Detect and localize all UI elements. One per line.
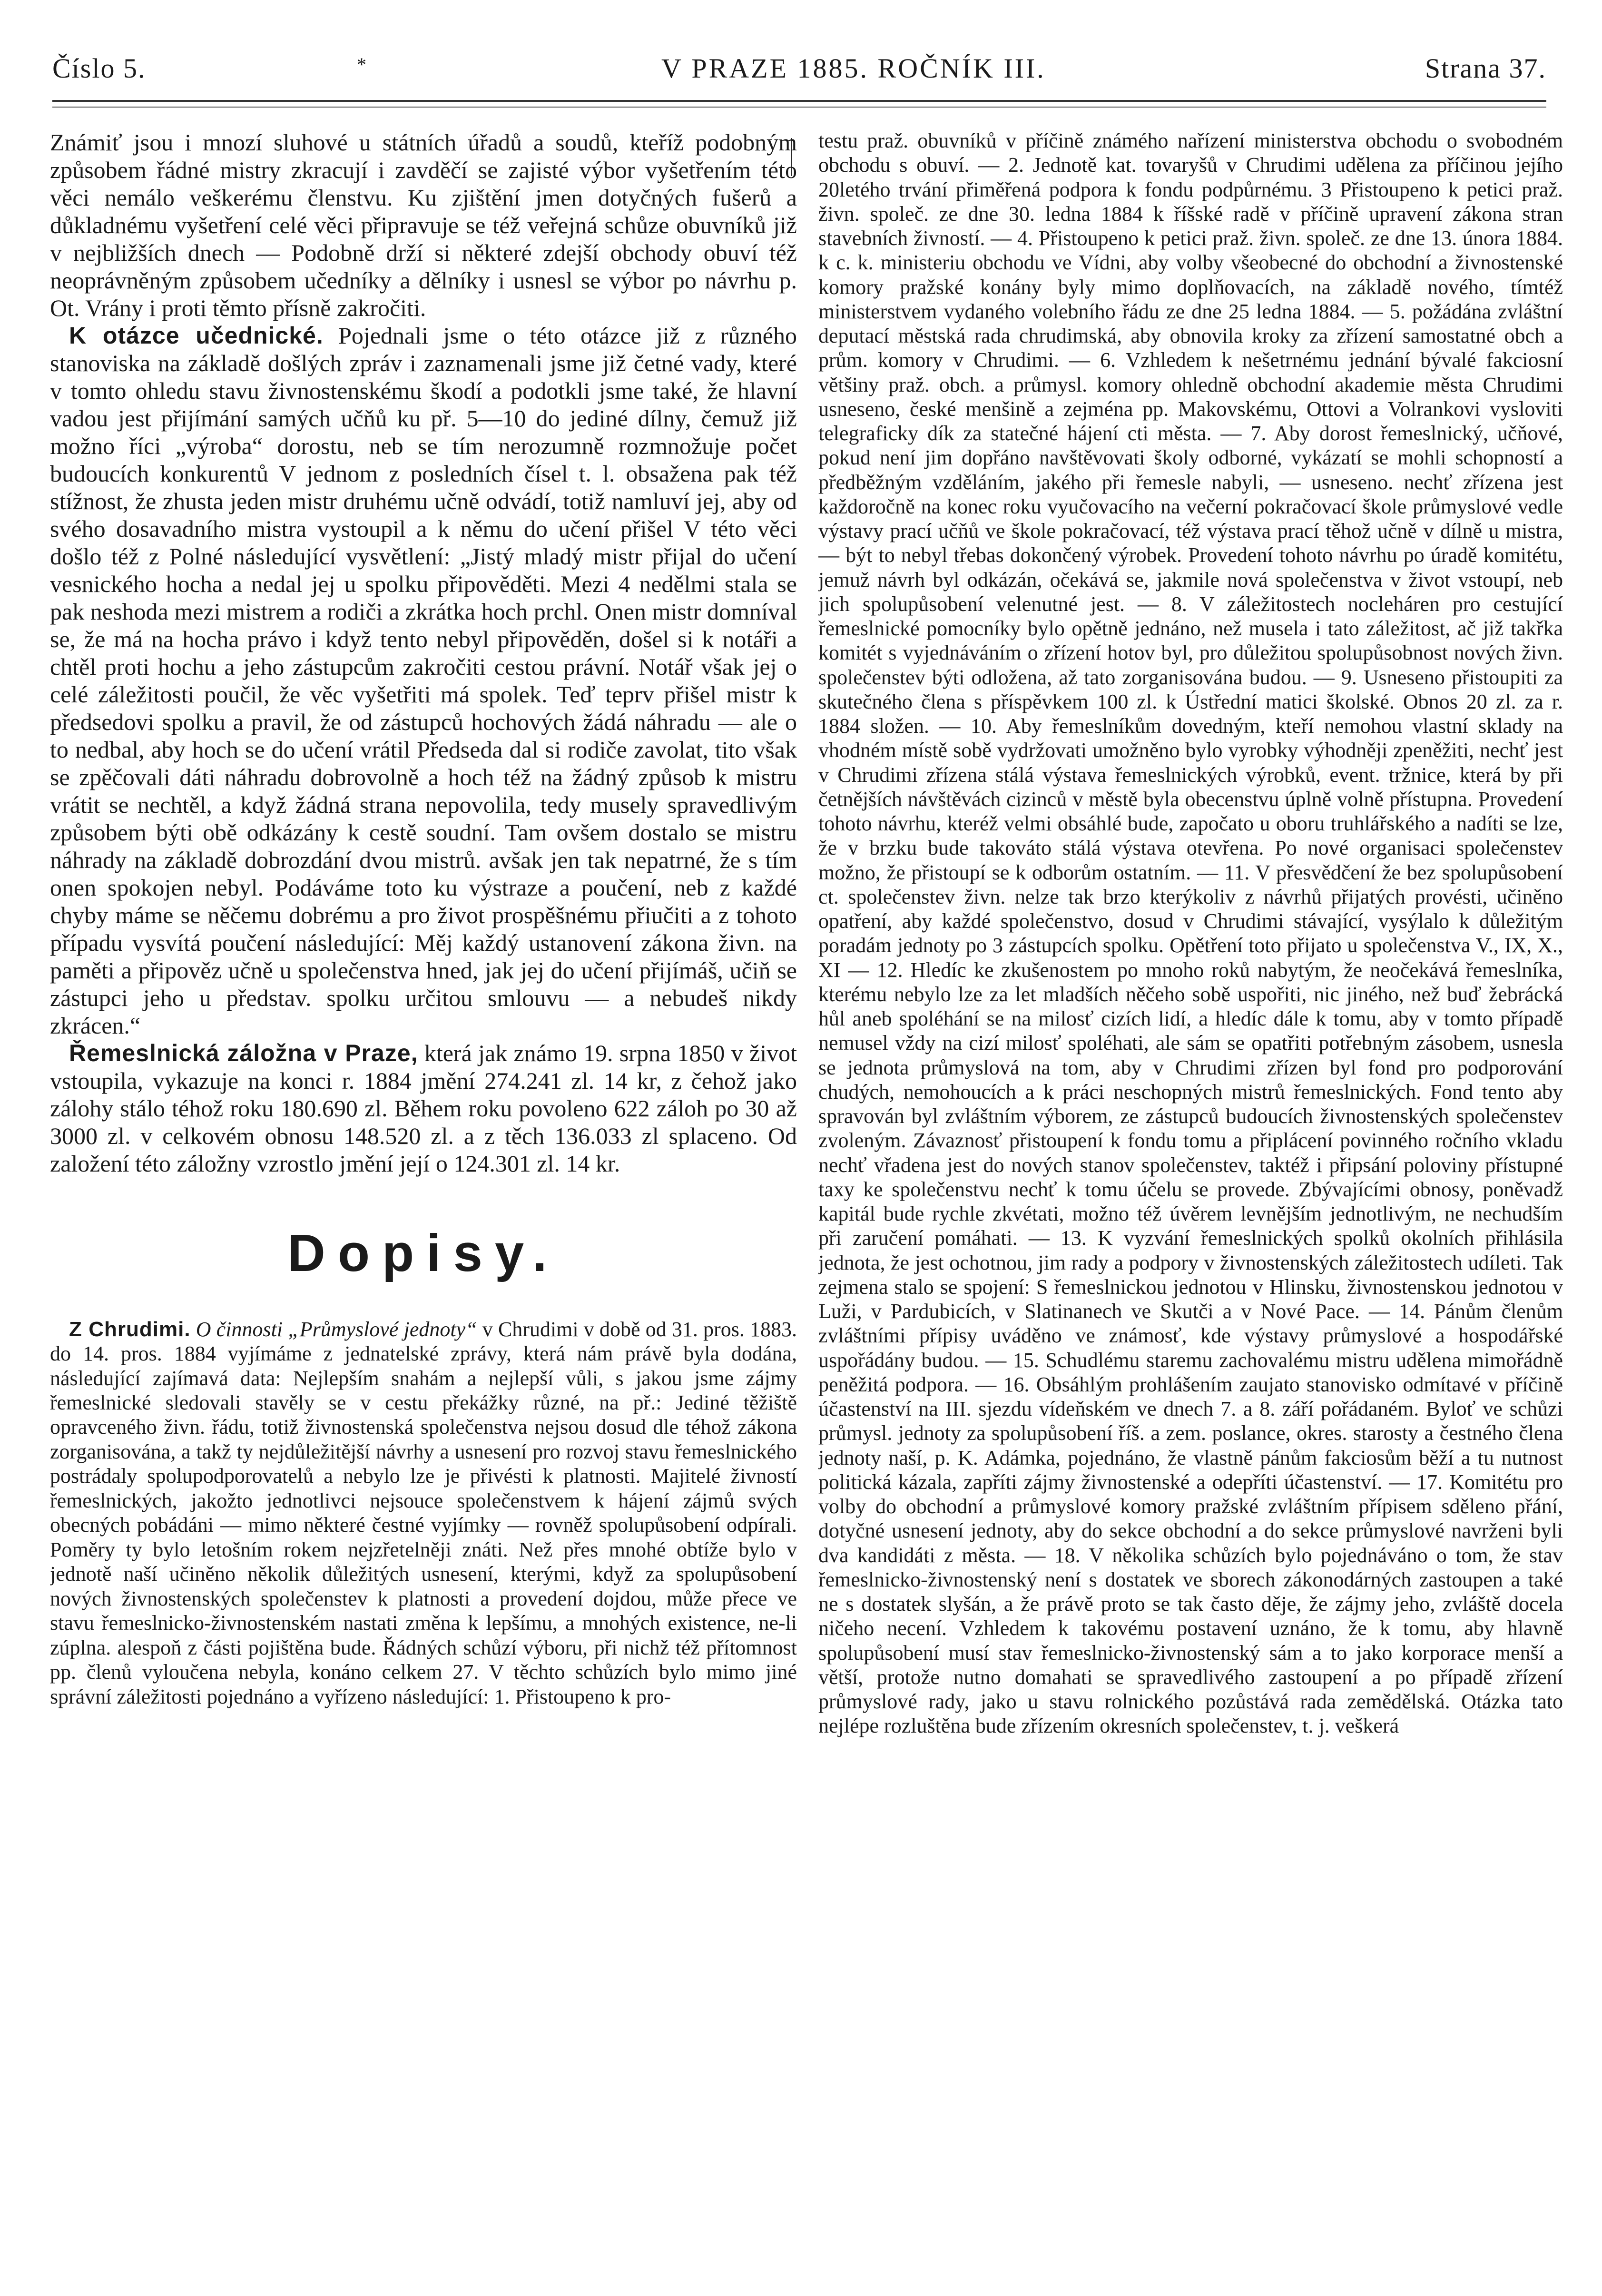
section-title-letters: Dopisy.: [287, 1224, 560, 1282]
issue-number: Číslo 5.: [52, 53, 146, 84]
right-column: [818, 128, 1563, 2260]
paragraph-shoemakers: Známiť jsou i mnozí sluhové u státních úřadů a soudů, kteříž podobným způsobem řádné mistry zkracují i zavděčí se zajisté výbor vyšetřením této věci nemálo veškerému členstvu. Ku zjištění jmen dotyčných fušerů a důkladnému vyšetření celé věci připravuje se též veřejná schůze obuvníků již v nejbližších dnech — Podobně drží si některé zdejší obchody obuví též neoprávněným způsobem učedníky a dělníky i usnesl se výbor po návrhu p. Ot. Vrány i proti těmto přísně zakročiti.: [50, 129, 797, 321]
paragraph-savings-bank: [50, 1039, 797, 1177]
left-column: [50, 128, 797, 2260]
page-header: [43, 19, 1556, 100]
apprentice-text: Pojednali jsme o této otázce již z různého stanoviska na základě došlých zpráv i zaznamenali jsme již četné vady, které v tomto ohledu stavu živnostenskému škodí a podotkli jsme také, že hlavní vadou jest přijímání samých učňů ku př. 5—10 do jediné dílny, čemuž již možno říci „výroba“ dorostu, neb se tím nerozumně rozmnožuje počet budoucích konkurentů V jednom z posledních čísel t. l. obsažena pak též stížnost, že zhusta jeden mistr druhému učně odvádí, totiž namluví jej, aby od svého dosavadního mistra vystoupil a k němu do učení přišel V této věci došlo též z Polné následující vysvětlení: „Jistý mladý mistr přijal do učení vesnického hocha a nedal jej u spolku připověděti. Mezi 4 nedělmi stala se pak neshoda mezi mistrem a rodiči a zkrátka hoch prchl. Onen mistr domníval se, že má na hocha právo i když tento nebyl připověděn, došel si k notáři a chtěl proti hochu a jeho zástupcům zakročiti cestou právní. Notář však jej o celé záležitosti poučil, že věc vyšetřiti má spolek. Teď teprv přišel mistr k předsedovi spolku a pravil, že od zástupců hochových žádá náhradu — ale o to nedbal, aby hoch se do učení vrátil Předseda dal si rodiče zavolat, tito však se zpěčovali dáti náhradu dobrovolně a hoch též na žádný způsob k mistru vrátit se nechtěl, a když žádná strana nepovolila, tedy musely spravedlivým způsobem býti obě odkázány k cestě soudní. Tam ovšem dostalo se mistru náhrady na základě dobrozdání dvou mistrů. avšak jen tak nepatrné, že s tím onen spokojen nebyl. Podáváme toto ku výstraze a poučení, neb z každé chyby máme se něčemu dobrému a pro život prospěšnému přiučiti a z tohoto případu vysvítá poučení následující: Měj každý ustanovení zákona živn. na paměti a připověz učně u společenstva hned, jak jej do učení přijímáš, učiň se zástupci jeho u představ. spolku určitou smlouvu — a nebudeš nikdy zkrácen.“: [50, 322, 797, 1039]
paragraph-apprentices: [50, 322, 797, 1039]
header-rule: [52, 100, 1546, 108]
header-ornament: *: [357, 54, 367, 75]
chrudim-text: v Chrudimi v době od 31. pros. 1883. do 14. pros. 1884 vyjímáme z jednatelské zprávy, která nám právě byla dodána, následující zajímavá data: Nejlepším snahám a nejlepší vůli, s jakou jsme zájmy řemeslnické sledovali stavěly se v cestu překážky různé, na př.: Jediné těžiště opravceného živn. řádu, totiž živnostenská společenstva nejsou dosud dle téhož zákona zorganisována, a takž ty nejdůležitější návrhy a usnesení pro rozvoj stavu řemeslnického postrádaly spolupodporovatelů a nebylo lze je přivésti k platnosti. Majitelé živností řemeslnických, jakožto jednotlivci nejsouce společenstvem k hájení zájmů svých obecných pobádáni — mimo některé čestné vyjímky — rovněž spolupůsobení odpírali. Poměry ty bylo letošním rokem nejzřetelněji znáti. Než přes mnohé obtíže bylo v jednotě naší učiněno několik důležitých usnesení, kterými, když za spolupůsobení nových živnostenských společenstev k platnosti a provedení dojdou, může přece ve stavu řemeslnicko-živnostenském nastati změna k lepšímu, a mnohých existence, ne-li zúplna. alespoň z části pojištěna bude. Řádných schůzí výboru, při nichž též přítomnost pp. členů vyloučena nebyla, konáno celkem 27. V těchto schůzích bylo mimo jiné správní záležitosti pojednáno a vyřízeno následující: 1. Přistoupeno k pro-: [50, 1317, 797, 1708]
page-number: Strana 37.: [1425, 53, 1546, 84]
heading-chrudim: Z Chrudimi.: [69, 1317, 191, 1341]
savings-bank-text: která jak známo 19. srpna 1850 v život vstoupila, vykazuje na konci r. 1884 jmění 274.241 zl. 14 kr, z čehož jako zálohy stálo téhož roku 180.690 zl. Během roku povoleno 622 záloh po 30 až 3000 zl. v celkovém obnosu 148.520 zl. a z těch 136.033 zl splaceno. Od založení této záložny vzrostlo jmění její o 124.301 zl. 14 kr.: [50, 1040, 797, 1177]
masthead-title: V PRAZE 1885. ROČNÍK III.: [661, 53, 1046, 84]
heading-apprentice-question: K otázce učednické.: [69, 322, 324, 349]
heading-savings-bank: Řemeslnická záložna v Praze,: [69, 1040, 418, 1066]
paragraph-chrudim-continued: testu praž. obuvníků v příčině známého nařízení ministerstva obchodu o svobodném obchodu s obuví. — 2. Jednotě kat. tovaryšů v Chrudimi udělena za příčinou jejího 20letého trvání přiměřená podpora k fondu podpůrnému. 3 Přistoupeno k petici praž. živn. společ. ze dne 30. ledna 1884 k říšské radě v příčině upravení zákona stran stavebních živností. — 4. Přistoupeno k petici praž. živn. společ. ze dne 13. února 1884. k c. k. ministeriu obchodu ve Vídni, aby volby všeobecné do obchodní a živnostenské komory pražské konány byly mimo doplňovacích, na základě nového, tímtéž ministerstvem vydaného volebního řádu ze dne 25 ledna 1884. — 5. požádána zvláštní deputací městská rada chrudimská, aby obnovila kroky za zřízení samostatné obch a prům. komory v Chrudimi. — 6. Vzhledem k nešetrnému jednání bývalé fakciosní většiny praž. obch. a průmysl. komory ohledně obchodní akademie města Chrudimi usneseno, české menšině a zejména pp. Makovskému, Ottovi a Volrankovi vysloviti telegraficky dík za statečné hájení cti města. — 7. Aby dorost řemeslnický, učňové, pokud není jim dopřáno navštěvovati školy odborné, vykázatí se mohli schopností a předběžným vzděláním, jakého při řemesle nabyli, — usneseno. nechť zřízena jest každoročně na konec roku vyučovacího na večerní pokračovací škole průmyslové vedle výstavy prací učňů ve škole pokračovací, též výstava prací těhož učně v dílně u mistra, — být to nebyl třebas dokončený výrobek. Provedení tohoto návrhu po úradě komitétu, jemuž návrh byl odkázán, očekává se, jakmile nová společenstva v život vstoupí, neb jich spolupůsobení velenutné jest. — 8. V záležitostech nocleháren pro cestující řemeslnické pomocníky bylo opětně jednáno, než musela i tato záležitost, ač již takřka komitét s vyjednáváním o zřízení hotov byl, pro důležitou spolupůsobnost nových živn. společenstev býti odložena, až tato zorganisována budou. — 9. Usneseno přistoupiti za skutečného člena s příspěvkem 100 zl. k Ústřední matici školské. Obnos 20 zl. za r. 1884 složen. — 10. Aby řemeslníkům dovedným, kteří nemohou vlastní sklady na vhodném místě sobě vydržovati umožněno bylo vyrobky výhodněji zpeněžiti, nechť jest v Chrudimi zřízena stálá výstava řemeslnických výrobků, event. tržnice, která by při četnějších návštěvách cizinců v městě byla obecenstvu úplně volně přístupna. Provedení tohoto návrhu, kteréž velmi obsáhlé bude, započato u oboru truhlářského a nadíti se lze, že v brzku bude takováto stálá výstava otevřena. Po nové organisaci společenstev možno, že přistoupí se k odborům ostatním. — 11. V přesvědčení že bez spolupůsobení ct. společenstev živn. nelze tak brzo kterýkoliv z návrhů přijatých provésti, učiněno opatření, aby každé společenstvo, dosud v Chrudimi stávající, vysýlalo k důležitým poradám jednoty po 3 zástupcích spolku. Opětření toto přijato u společenstva V., IX, X., XI — 12. Hledíc ke zkušenostem po mnoho roků nabytým, že neočekává řemeslníka, kterému nebylo lze za let mladších něčeho sobě uspořiti, nic jiného, než buď žebrácká hůl aneb spoléhání se na milosť cizích lidí, a hledíc dále k tomu, aby v tomto případě nemusel vždy na cizí milosť spoléhati, ale sám se opatřiti potřebným zásobem, usnesla se jednota průmyslová na tom, aby v Chrudimi zřízen byl fond pro podporování chudých, nemohoucích a k práci neschopných mistrů řemeslnických. Fond tento aby spravován byl zvláštním výborem, ze zástupců budoucích živnostenských společenstev zvoleným. Závaznosť přistoupení k fondu tomu a připlácení povinného ročního vkladu nechť vřadena jest do nových stanov společenstev, taktéž i připsání poloviny přístupné taxy ke společenstvu nechť k tomu účelu se provede. Zbývajícími obnosy, poněvadž kapitál bude rychle zkvétati, možno též úvěrem levnějším jednotlivým, ne nechudším při zaručení pomáhati. — 13. K vyzvání řemeslnických spolků okolních přihlásila jednota, že jest ochotnou, jim rady a podpory v živnostenských záležitostech udíleti. Tak zejmena stalo se spojení: S řemeslnickou jednotou v Hlinsku, živnostenskou jednotou v Luži, v Pardubicích, v Slatinanech ve Skutči a v Nové Pace. — 14. Pánům členům zvláštními přípisy uváděno ve známosť, kde výstavy průmyslové a hospodářské uspořádány budou. — 15. Schudlému staremu zachovalému mistru udělena mimořádně peněžitá podpora. — 16. Obsáhlým prohlášením zaujato stanovisko odmítavé v příčině účastenství na III. sjezdu vídeňském ve dnech 7. a 8. září pořádaném. Byloť ve schůzi průmysl. jednoty za spolupůsobení říš. a zem. poslance, okres. starosty a čestného člena jednoty naší, p. K. Adámka, pojednáno, že vlastně pánům fakciosům běží a tu nutnost politická kázala, zapříti zájmy živnostenské a odepříti účastenství. — 17. Komitétu pro volby do obchodní a průmyslové komory pražské zvláštním přípisem sděleno přání, dotyčné usnesení jednoty, aby do sekce obchodní a do sekce průmyslové navrženi byli dva kandidáti z města. — 18. V několika schůzích bylo pojednáváno o tom, že stav řemeslnicko-živnostenský není s dostatek ve sborech zákonodárných zastoupen a také ne s dostatek slyšán, a že právě proto se tak často děje, že zájmy jeho, zvláště docela ničeho necení. Vzhledem k takovému postavení uznáno, že k tomu, aby hlavně spolupůsobení musí stav řemeslnicko-živnostenský sám a to jako korporace menší a větší, protože nutno domahati se spravedlivého zastoupení a po případě zřízení průmyslové rady, jako u stavu rolnického pozůstává rada zemědělská. Otázka tato nejlépe rozluštěna bude zřízením okresních společenstev, t. j. veškerá: [818, 129, 1563, 1738]
chrudim-subtitle: O činnosti „Průmyslové jednoty“: [196, 1317, 477, 1341]
paragraph-chrudim: [50, 1317, 797, 1709]
